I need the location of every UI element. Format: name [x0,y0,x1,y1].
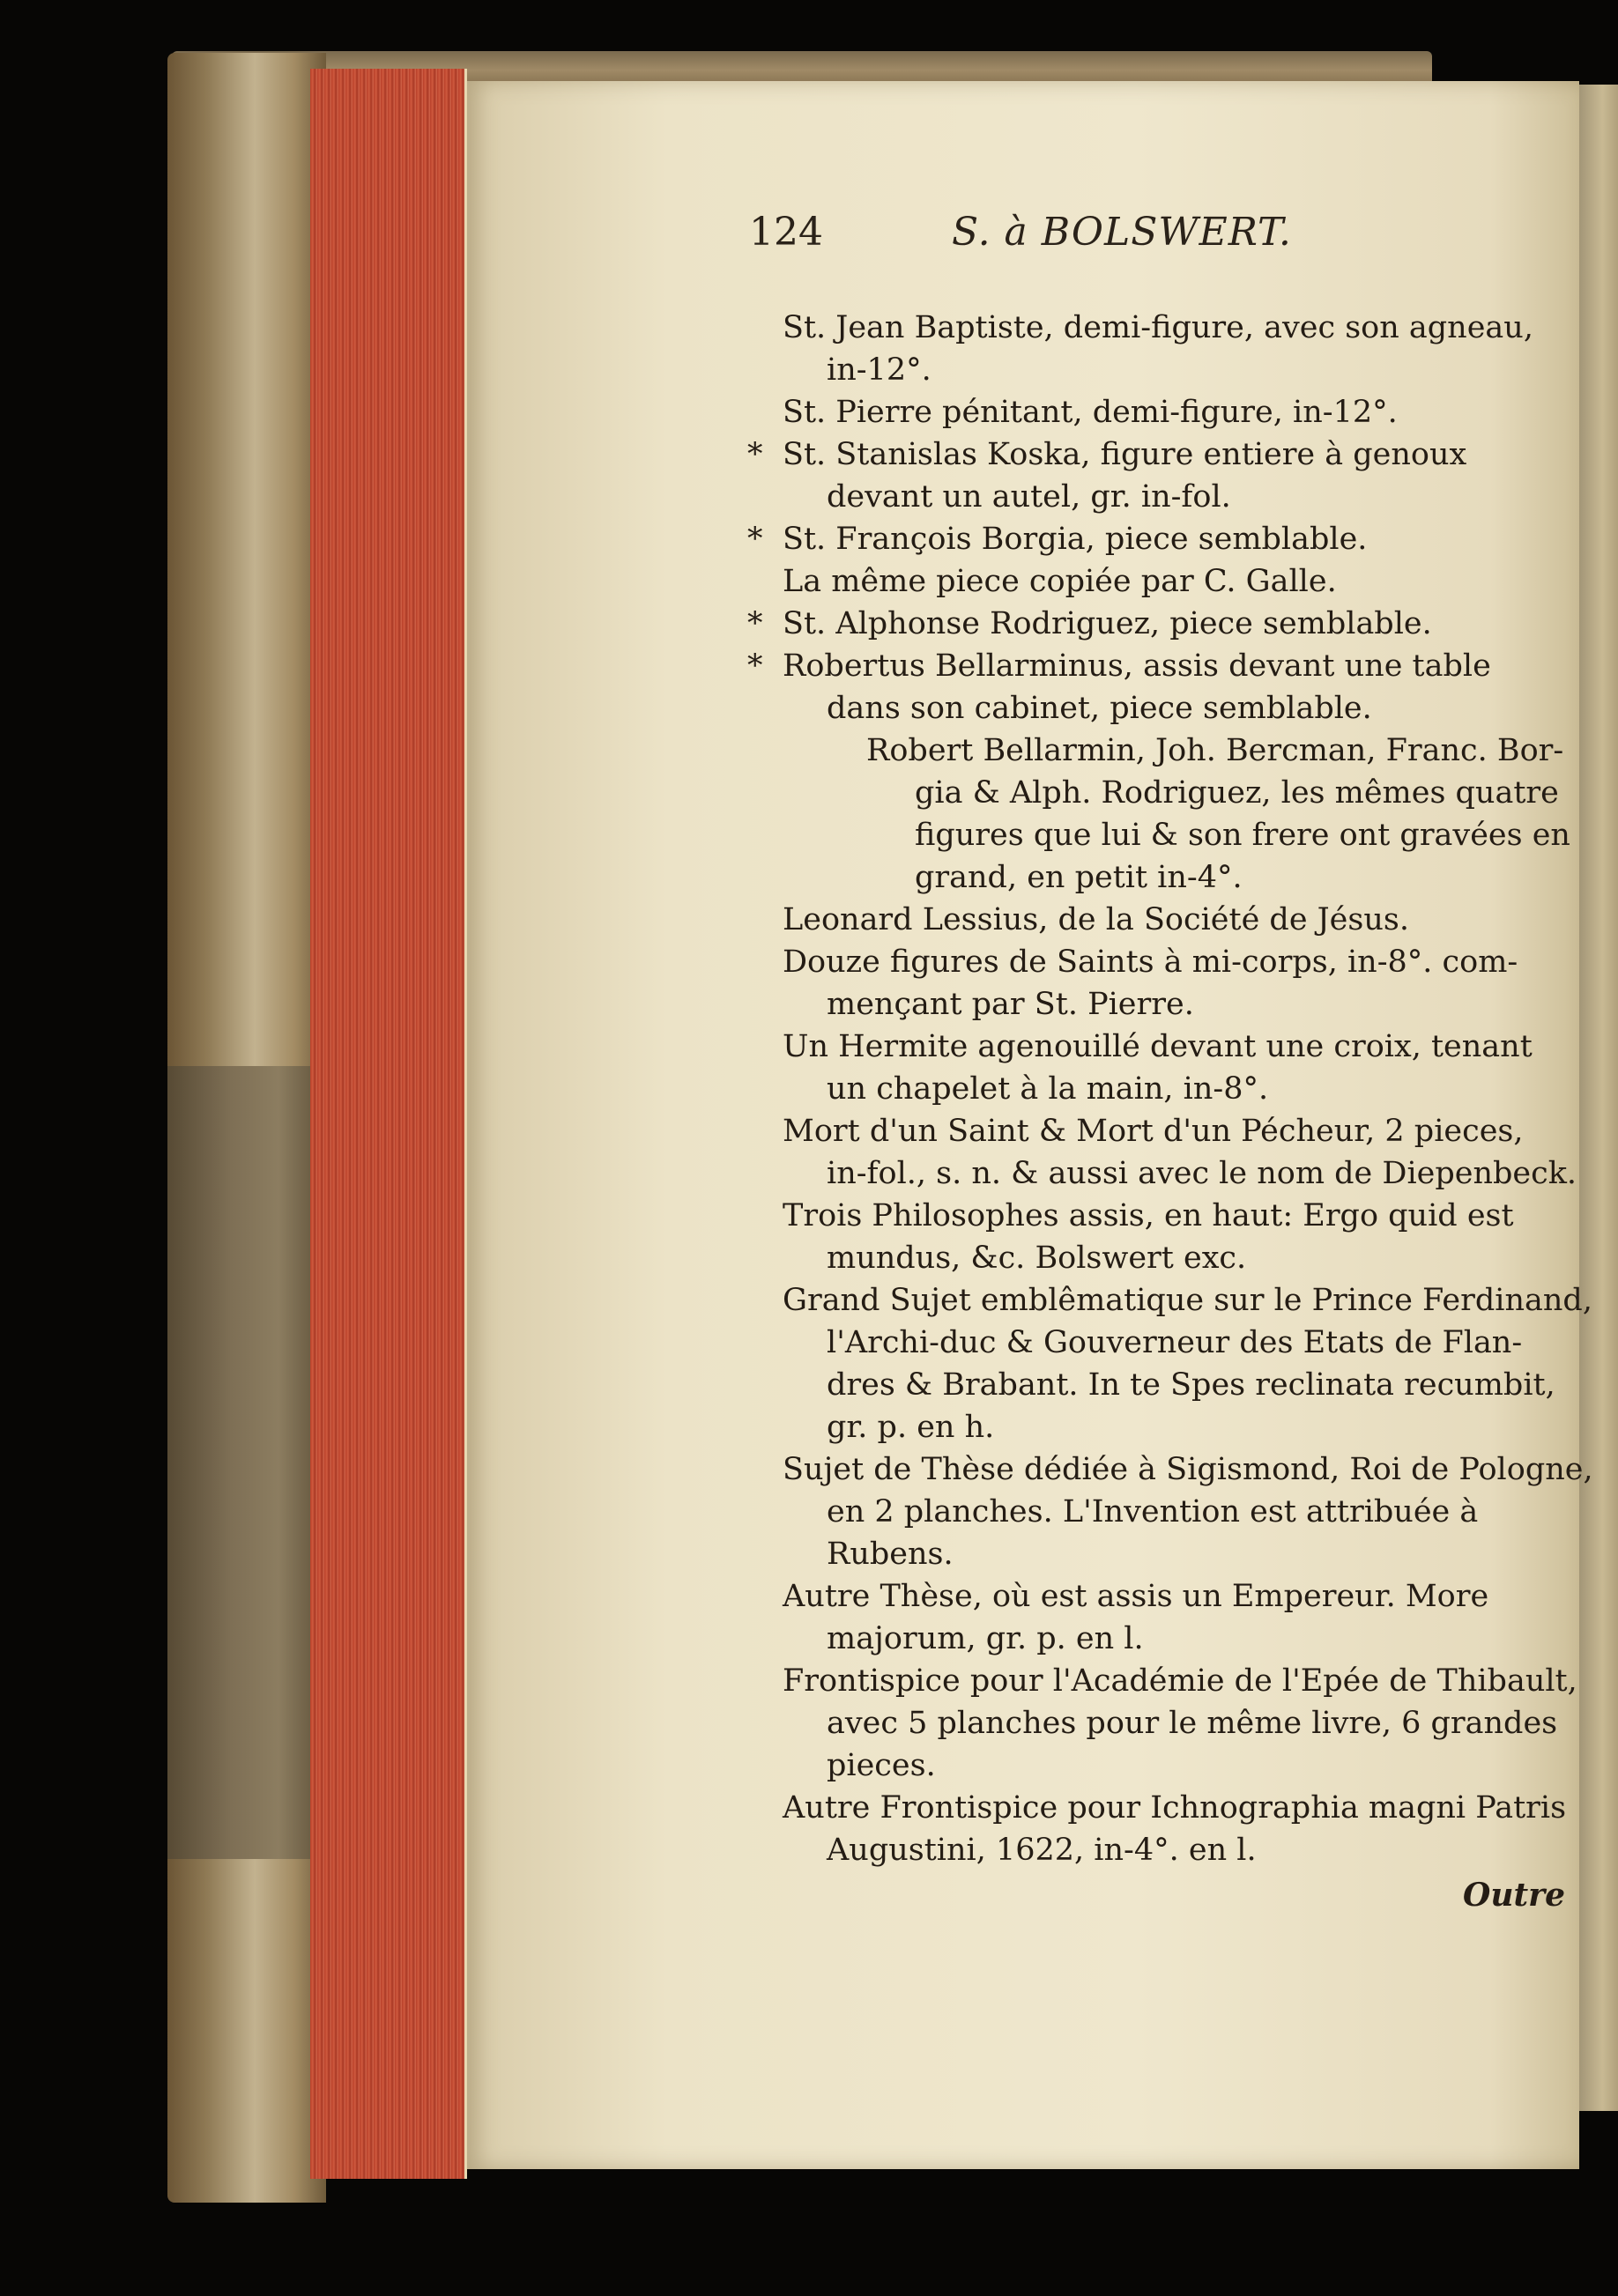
entry-continuation-line: in-fol., s. n. & aussi avec le nom de Diepenbeck. [827,1156,1577,1191]
catalog-entry [783,1660,1577,1787]
asterisk-marker: * [747,522,763,557]
entry-text: Leonard Lessius, de la Société de Jésus. [783,902,1409,937]
entry-continuation-line: grand, en petit in-4°. [915,860,1243,895]
catalog-entry [783,307,1532,391]
entry-line [783,1787,1567,1829]
entry-line [783,560,1532,603]
entry-text: St. Stanislas Koska, figure entiere à genoux [783,437,1467,472]
catalog-entry [783,899,1532,941]
entry-continuation-line: Rubens. [827,1537,954,1572]
entry-line [783,1195,1532,1237]
asterisk-marker: * [747,437,763,472]
entry-line [747,603,1532,645]
entry-continuation-line: pieces. [827,1748,936,1783]
asterisk-marker: * [747,606,763,641]
entry-text: Autre Frontispice pour Ichnographia magni Patris [783,1790,1567,1826]
entry-line [783,1026,1532,1068]
catalog-entry [783,1448,1593,1575]
asterisk-marker: * [747,648,763,684]
running-head: S. à BOLSWERT. [952,210,1292,255]
page-header [749,210,1472,271]
book-cover [167,53,326,2203]
entry-continuation-line: mundus, &c. Bolswert exc. [827,1241,1247,1276]
catalog-entry [747,433,1532,518]
entry-continuation-line: devant un autel, gr. in-fol. [827,479,1231,515]
entry-continuation-line: dans son cabinet, piece semblable. [827,691,1372,726]
entry-text: Un Hermite agenouillé devant une croix, tenant [783,1029,1533,1064]
catalog-entry [783,1195,1532,1279]
entry-text: Grand Sujet emblêmatique sur le Prince Ferdinand, [783,1283,1592,1318]
entry-text: Robertus Bellarminus, assis devant une table [783,648,1491,684]
entry-line [783,730,1564,772]
entry-text: St. François Borgia, piece semblable. [783,522,1368,557]
entry-text: Sujet de Thèse dédiée à Sigismond, Roi de Pologne, [783,1452,1593,1487]
entry-continuation-line: majorum, gr. p. en l. [827,1621,1144,1656]
entry-continuation-line: gia & Alph. Rodriguez, les mêmes quatre [915,775,1559,811]
catalog-entry [783,1279,1592,1448]
entry-continuation-line: in-12°. [827,352,931,388]
entry-text: Frontispice pour l'Académie de l'Epée de Thibault, [783,1663,1577,1699]
catalog-entry [783,1787,1567,1871]
catalog-entry [783,560,1532,603]
red-page-edges [310,69,467,2179]
entry-text: St. Pierre pénitant, demi-figure, in-12°. [783,395,1398,430]
catalog-entry [783,1110,1577,1195]
entry-text: La même piece copiée par C. Galle. [783,564,1337,599]
entry-line [783,1660,1577,1702]
entry-text: St. Jean Baptiste, demi-figure, avec son agneau, [783,310,1533,345]
entry-line [783,307,1532,349]
catalog-entry [783,941,1532,1026]
catalog-entry [783,1575,1532,1660]
facing-page-edge [1579,85,1618,2111]
catalog-entry [747,603,1532,645]
entry-text: Mort d'un Saint & Mort d'un Pécheur, 2 pieces, [783,1114,1524,1149]
catalog-entry [747,645,1532,730]
entry-text: Douze figures de Saints à mi-corps, in-8°. com- [783,944,1518,980]
catalog-entry [783,730,1570,899]
entry-text: Trois Philosophes assis, en haut: Ergo quid est [783,1198,1514,1233]
entry-line [783,1448,1593,1491]
entry-continuation-line: Augustini, 1622, in-4°. en l. [827,1833,1257,1868]
entry-line [783,1279,1592,1322]
catalog-entry [783,391,1532,433]
catalog-entries [747,307,1593,1871]
entry-text: Autre Thèse, où est assis un Empereur. More [783,1579,1489,1614]
entry-line [747,518,1532,560]
entry-line [783,899,1532,941]
catalog-entry [747,518,1532,560]
entry-continuation-line: l'Archi-duc & Gouverneur des Etats de Flan- [827,1325,1523,1360]
entry-text: St. Alphonse Rodriguez, piece semblable. [783,606,1432,641]
entry-line [783,941,1532,983]
entry-continuation-line: un chapelet à la main, in-8°. [827,1071,1269,1107]
entry-line [747,645,1532,687]
entry-line [783,391,1532,433]
entry-continuation-line: gr. p. en h. [827,1410,995,1445]
catchword: Outre [1463,1877,1566,1914]
entry-continuation-line: en 2 planches. L'Invention est attribuée à [827,1494,1479,1529]
entry-line [783,1110,1532,1152]
entry-text: Robert Bellarmin, Joh. Bercman, Franc. Bor- [866,733,1564,768]
page-number: 124 [749,210,823,255]
entry-continuation-line: figures que lui & son frere ont gravées en [915,818,1570,853]
entry-line [747,433,1532,476]
entry-continuation-line: avec 5 planches pour le même livre, 6 grandes [827,1706,1558,1741]
entry-line [783,1575,1532,1618]
entry-continuation-line: mençant par St. Pierre. [827,987,1194,1022]
catalog-entry [783,1026,1532,1110]
entry-continuation-line: dres & Brabant. In te Spes reclinata recumbit, [827,1367,1555,1403]
